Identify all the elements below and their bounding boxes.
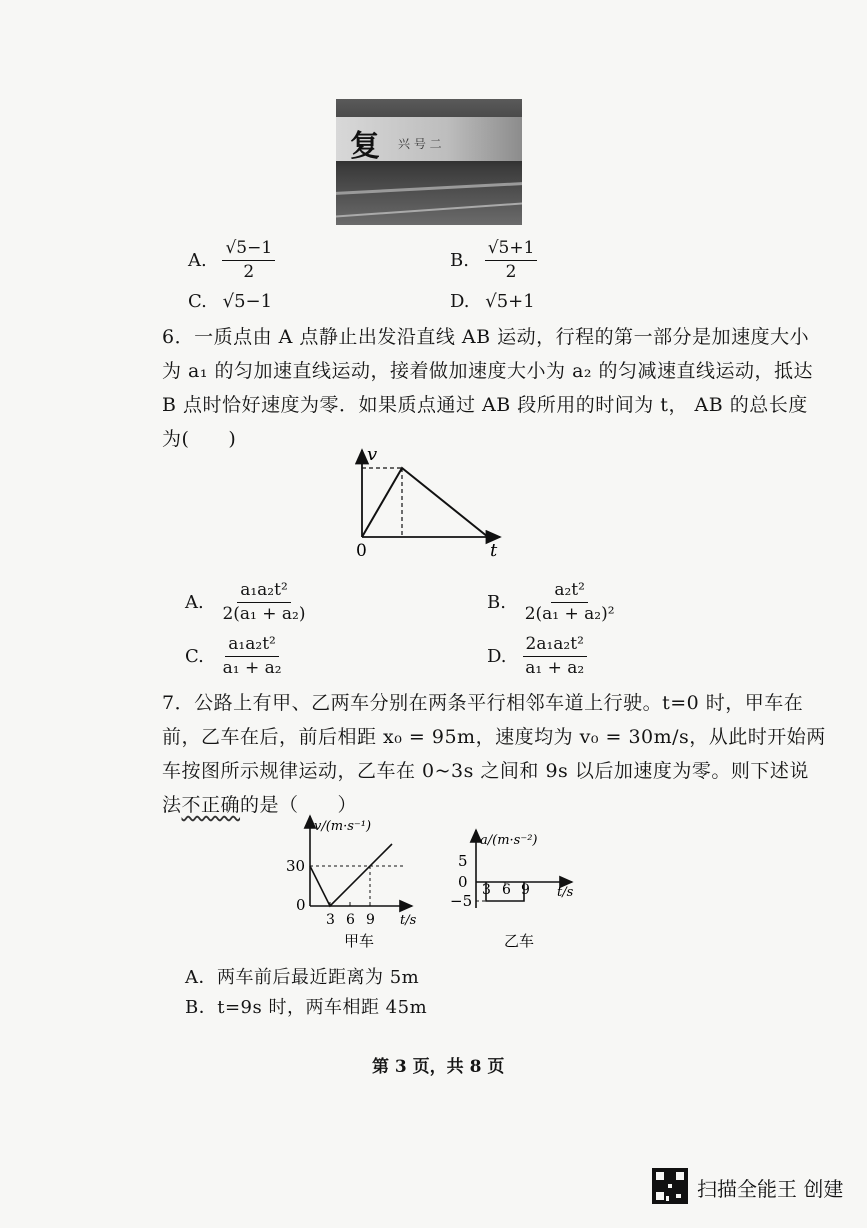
q7-line-4: 法不正确的是（ ） xyxy=(162,794,358,816)
q5-option-c[interactable]: C. √5−1 xyxy=(188,291,273,312)
q6-line-3: B 点时恰好速度为零．如果质点通过 AB 段所用的时间为 t， AB 的总长度 xyxy=(162,394,808,416)
q7-vt-graph-jia xyxy=(276,812,426,952)
photo-sign-small: 兴 号 二 xyxy=(398,137,442,151)
q7-option-b[interactable]: B．t=9s 时，两车相距 45m xyxy=(185,997,428,1018)
q7-right-y0: 0 xyxy=(458,873,468,891)
q5-option-b[interactable]: B. $\frac{√5+1}{2}$ xyxy=(450,238,537,284)
q7-left-x6: 6 xyxy=(346,912,355,928)
scanner-watermark: 扫描全能王 创建 xyxy=(697,1177,844,1201)
q7-right-x6: 6 xyxy=(502,882,511,898)
q7-right-xlabel: t/s xyxy=(557,885,574,900)
q6-graph-ylabel: v xyxy=(367,444,378,465)
q7-left-ylabel: v/(m·s⁻¹) xyxy=(314,819,372,834)
q7-left-xlabel: t/s xyxy=(400,913,417,928)
q5-option-d[interactable]: D. √5+1 xyxy=(450,291,535,312)
q6-option-a[interactable]: A. $\frac{\text{a₁a₂t²}}{\text{2(a₁ + a₂)}}$ xyxy=(185,580,306,625)
q7-line-1: 7．公路上有甲、乙两车分别在两条平行相邻车道上行驶。t=0 时，甲车在 xyxy=(162,692,804,714)
q6-option-b[interactable]: B. $\frac{\text{a₂t²}}{\text{2(a₁ + a₂)²}}$ xyxy=(487,580,615,625)
q7-right-x3: 3 xyxy=(482,882,491,898)
q6-line-4: 为( ) xyxy=(162,428,237,450)
q5-option-a[interactable]: A. $\frac{√5-1}{2}$ xyxy=(188,238,275,284)
q7-right-x9: 9 xyxy=(521,882,530,898)
q7-left-y0: 0 xyxy=(296,896,306,914)
q7-left-y30: 30 xyxy=(286,857,306,875)
q7-at-graph-yi xyxy=(446,826,586,952)
q6-graph-xlabel: t xyxy=(490,540,498,561)
q7-left-caption: 甲车 xyxy=(344,932,375,950)
q6-option-c[interactable]: C. $\frac{\text{a₁a₂t²}}{\text{a₁ + a₂}}$ xyxy=(185,634,282,679)
q6-option-d[interactable]: D. $\frac{\text{2a₁a₂t²}}{\text{a₁ + a₂}}$ xyxy=(487,634,587,680)
q7-right-yneg5: −5 xyxy=(450,892,473,910)
q7-left-x9: 9 xyxy=(366,912,375,928)
page-number: 第 3 页，共 8 页 xyxy=(372,1057,505,1077)
q7-line-3: 车按图所示规律运动，乙车在 0~3s 之间和 9s 以后加速度为零。则下述说 xyxy=(162,760,809,782)
emphasis-not-correct: 不正确 xyxy=(181,794,241,816)
q7-right-ylabel: a/(m·s⁻²) xyxy=(480,833,538,848)
q6-graph-origin: 0 xyxy=(356,541,367,561)
train-photo xyxy=(336,99,522,225)
q7-line-2: 前，乙车在后，前后相距 x₀ = 95m，速度均为 v₀ = 30m/s，从此时开始两 xyxy=(162,726,826,748)
qr-code-icon xyxy=(652,1168,688,1204)
q6-line-1: 6．一质点由 A 点静止出发沿直线 AB 运动，行程的第一部分是加速度大小 xyxy=(162,326,810,348)
q6-vt-graph xyxy=(340,444,510,562)
q7-option-a[interactable]: A．两车前后最近距离为 5m xyxy=(185,967,420,988)
rail-line xyxy=(336,182,522,195)
q7-right-caption: 乙车 xyxy=(504,932,535,950)
q7-right-y5: 5 xyxy=(458,852,468,870)
photo-sign-char: 复 xyxy=(350,129,380,164)
q7-left-x3: 3 xyxy=(326,912,335,928)
rail-line xyxy=(336,202,522,217)
q6-line-2: 为 a₁ 的匀加速直线运动，接着做加速度大小为 a₂ 的匀减速直线运动，抵达 xyxy=(162,360,814,382)
